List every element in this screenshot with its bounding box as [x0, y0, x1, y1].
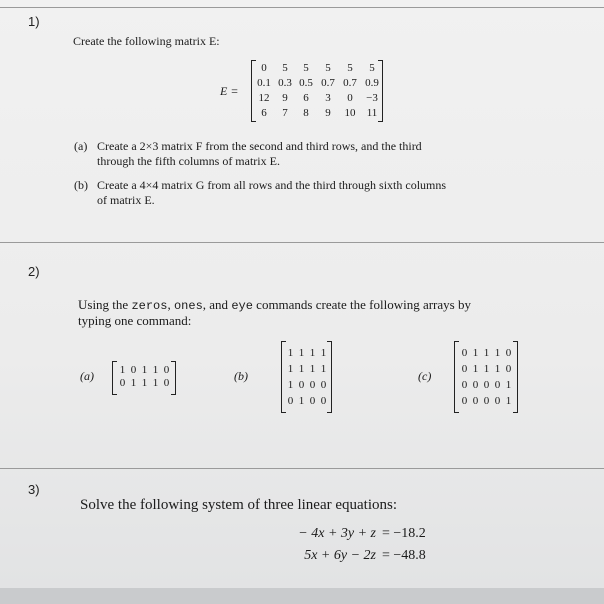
array-c-label: (c) [418, 369, 432, 383]
matrix-cell: 1 [483, 347, 490, 359]
matrix-cell: 0.5 [299, 77, 313, 89]
matrix-cell: 1 [494, 363, 501, 375]
matrix-cell: 0 [461, 379, 468, 391]
matrix-cell: 0 [472, 379, 479, 391]
matrix-cell: 1 [298, 347, 305, 359]
matrix-cell: 0.3 [278, 77, 292, 89]
part-b-line2: of matrix E. [97, 193, 155, 207]
matrix-cell: 5 [303, 62, 309, 74]
question-1-number: 1) [28, 14, 40, 29]
matrix-cell: 0.1 [257, 77, 271, 89]
section-divider [0, 242, 604, 243]
matrix-cell: 0 [163, 364, 170, 376]
matrix-E [251, 60, 383, 122]
matrix-cell: −3 [366, 92, 378, 104]
matrix-cell: 1 [141, 364, 148, 376]
matrix-cell: 0 [320, 379, 327, 391]
part-a-label: (a) [74, 139, 88, 153]
cmd-zeros: zeros [131, 299, 168, 313]
matrix-cell: 1 [309, 347, 316, 359]
equation-2-lhs: 5x + 6y − 2z [304, 548, 376, 563]
part-a-line2: through the fifth columns of matrix E. [97, 154, 280, 168]
matrix-cell: 5 [347, 62, 353, 74]
matrix-cell: 0 [472, 395, 479, 407]
equation-2-rhs: = −48.8 [382, 548, 426, 563]
matrix-cell: 0 [461, 347, 468, 359]
equation-1-lhs: − 4x + 3y + z [298, 526, 376, 541]
matrix-cell: 0 [119, 377, 126, 389]
matrix-cell: 12 [258, 92, 270, 104]
matrix-cell: 0 [298, 379, 305, 391]
matrix-cell: 6 [303, 92, 309, 104]
matrix-cell: 0 [483, 395, 490, 407]
matrix-cell: 0 [287, 395, 294, 407]
array-c [454, 341, 518, 413]
part-b-label: (b) [74, 178, 88, 192]
matrix-cell: 1 [505, 395, 512, 407]
matrix-cell: 1 [298, 395, 305, 407]
matrix-cell: 1 [287, 363, 294, 375]
matrix-cell: 0 [494, 395, 501, 407]
array-b-label: (b) [234, 369, 248, 383]
matrix-cell: 0 [461, 395, 468, 407]
matrix-cell: 0 [505, 363, 512, 375]
matrix-cell: 1 [472, 347, 479, 359]
question-2-line2: typing one command: [78, 313, 192, 328]
matrix-cell: 9 [282, 92, 288, 104]
matrix-cell: 1 [472, 363, 479, 375]
array-a-label: (a) [80, 369, 94, 383]
matrix-cell: 11 [366, 107, 378, 119]
array-b [281, 341, 332, 413]
matrix-cell: 0 [309, 379, 316, 391]
matrix-cell: 1 [483, 363, 490, 375]
matrix-cell: 1 [320, 363, 327, 375]
matrix-cell: 1 [287, 379, 294, 391]
matrix-cell: 0 [320, 395, 327, 407]
matrix-cell: 0 [483, 379, 490, 391]
matrix-cell: 1 [152, 364, 159, 376]
matrix-cell: 0 [347, 92, 353, 104]
matrix-cell: 1 [494, 347, 501, 359]
matrix-cell: 0.9 [365, 77, 379, 89]
matrix-cell: 1 [130, 377, 137, 389]
matrix-cell: 6 [261, 107, 267, 119]
matrix-cell: 0 [130, 364, 137, 376]
array-a [112, 361, 176, 395]
matrix-cell: 1 [287, 347, 294, 359]
matrix-cell: 5 [325, 62, 331, 74]
matrix-cell: 0 [163, 377, 170, 389]
part-a-line1: Create a 2×3 matrix F from the second and third rows, and the third [97, 139, 422, 153]
matrix-cell: 8 [303, 107, 309, 119]
question-1-instruction: Create the following matrix E: [73, 34, 220, 48]
matrix-cell: 0.7 [343, 77, 357, 89]
section-divider [0, 468, 604, 469]
matrix-cell: 1 [309, 363, 316, 375]
matrix-cell: 0.7 [321, 77, 335, 89]
cmd-ones: ones [173, 299, 203, 313]
matrix-cell: 1 [119, 364, 126, 376]
matrix-cell: 1 [320, 347, 327, 359]
matrix-cell: 0 [505, 347, 512, 359]
matrix-cell: 5 [369, 62, 375, 74]
matrix-cell: 0 [461, 363, 468, 375]
matrix-cell: 0 [494, 379, 501, 391]
section-divider [0, 7, 604, 8]
question-3-number: 3) [28, 482, 40, 497]
bottom-toolbar-strip [0, 588, 604, 604]
question-3-title: Solve the following system of three linear equations: [80, 497, 398, 513]
question-2-line1: Using the zeros, ones, and eye commands create the following arrays by [78, 297, 471, 313]
matrix-cell: 3 [325, 92, 331, 104]
matrix-cell: 9 [325, 107, 331, 119]
matrix-E-label: E = [220, 84, 239, 98]
matrix-cell: 1 [505, 379, 512, 391]
question-2-number: 2) [28, 264, 40, 279]
matrix-cell: 1 [152, 377, 159, 389]
part-b-line1: Create a 4×4 matrix G from all rows and the third through sixth columns [97, 178, 447, 192]
matrix-cell: 0 [309, 395, 316, 407]
matrix-cell: 7 [282, 107, 288, 119]
matrix-cell: 0 [261, 62, 267, 74]
matrix-cell: 5 [282, 62, 288, 74]
matrix-cell: 1 [298, 363, 305, 375]
matrix-cell: 1 [141, 377, 148, 389]
cmd-eye: eye [231, 299, 253, 313]
matrix-cell: 10 [344, 107, 356, 119]
equation-1-rhs: = −18.2 [382, 526, 426, 541]
